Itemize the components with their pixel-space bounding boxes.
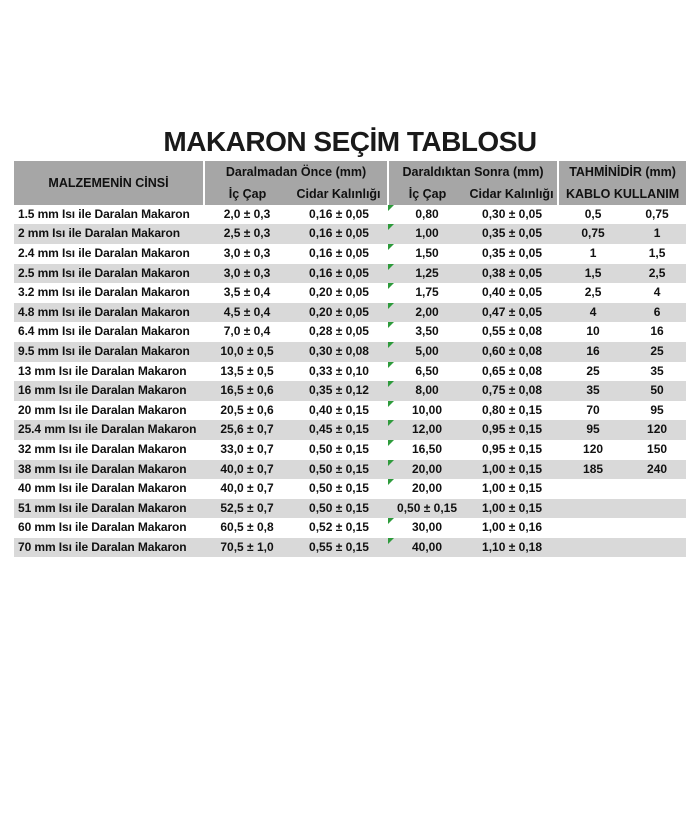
table-row bbox=[14, 362, 686, 382]
table-header bbox=[14, 161, 686, 205]
material-cell: 2.5 mm Isı ile Daralan Makaron bbox=[14, 264, 204, 284]
before-wall-thickness-cell: 0,16 ± 0,05 bbox=[309, 206, 369, 221]
material-cell: 16 mm Isı ile Daralan Makaron bbox=[14, 381, 204, 401]
cable-usage-min-cell bbox=[558, 479, 628, 499]
before-inner-diameter-cell: 52,5 ± 0,7 bbox=[204, 499, 290, 519]
before-inner-diameter-cell: 3,5 ± 0,4 bbox=[223, 285, 271, 300]
after-inner-diameter-cell: 3,50 bbox=[388, 322, 466, 342]
material-cell: 38 mm Isı ile Daralan Makaron bbox=[14, 460, 204, 480]
before-wall-thickness-cell: 0,55 ± 0,15 bbox=[290, 538, 388, 558]
table-row bbox=[14, 244, 686, 264]
cable-usage-max-cell bbox=[628, 479, 686, 499]
before-wall-thickness-cell: 0,16 ± 0,05 bbox=[290, 264, 388, 284]
cable-usage-min-cell: 185 bbox=[558, 460, 628, 480]
after-inner-diameter-cell: 2,00 bbox=[388, 303, 466, 323]
cable-usage-max-cell: 1,5 bbox=[648, 245, 666, 260]
before-wall-thickness-cell: 0,20 ± 0,05 bbox=[290, 303, 388, 323]
error-indicator-icon bbox=[388, 342, 394, 348]
error-indicator-icon bbox=[388, 440, 394, 446]
material-cell: 51 mm Isı ile Daralan Makaron bbox=[14, 499, 204, 519]
before-inner-diameter-cell: 60,5 ± 0,8 bbox=[220, 520, 274, 535]
cable-usage-min-cell: 0,5 bbox=[584, 206, 602, 221]
after-wall-thickness-cell: 0,60 ± 0,08 bbox=[466, 342, 558, 362]
material-cell: 25.4 mm Isı ile Daralan Makaron bbox=[14, 420, 204, 440]
table-row bbox=[14, 420, 686, 440]
before-inner-diameter-cell: 70,5 ± 1,0 bbox=[204, 538, 290, 558]
material-cell: 4.8 mm Isı ile Daralan Makaron bbox=[14, 303, 204, 323]
table-row bbox=[14, 499, 686, 519]
before-inner-diameter-cell: 2,5 ± 0,3 bbox=[204, 224, 290, 244]
error-indicator-icon bbox=[388, 381, 394, 387]
after-inner-diameter-cell: 8,00 bbox=[388, 381, 466, 401]
cable-usage-max-cell bbox=[628, 518, 686, 538]
after-wall-thickness-cell: 1,00 ± 0,16 bbox=[482, 520, 542, 535]
table-row bbox=[14, 381, 686, 401]
after-inner-diameter-cell: 1,75 bbox=[388, 283, 466, 303]
page-title: MAKARON SEÇİM TABLOSU bbox=[163, 126, 537, 157]
table-row bbox=[14, 401, 686, 421]
table-row bbox=[14, 440, 686, 460]
cable-usage-max-cell bbox=[628, 499, 686, 519]
after-inner-diameter-cell: 6,50 bbox=[388, 362, 466, 382]
error-indicator-icon bbox=[388, 322, 394, 328]
before-wall-thickness-cell: 0,50 ± 0,15 bbox=[309, 441, 369, 456]
after-wall-thickness-cell: 0,65 ± 0,08 bbox=[482, 363, 542, 378]
cable-usage-max-cell: 25 bbox=[628, 342, 686, 362]
cable-usage-max-cell: 240 bbox=[628, 460, 686, 480]
cable-usage-min-cell: 35 bbox=[558, 381, 628, 401]
material-cell: 9.5 mm Isı ile Daralan Makaron bbox=[14, 342, 204, 362]
before-wall-thickness-cell: 0,33 ± 0,10 bbox=[309, 363, 369, 378]
after-wall-thickness-cell: 0,38 ± 0,05 bbox=[466, 264, 558, 284]
error-indicator-icon bbox=[388, 538, 394, 544]
cable-usage-max-cell: 2,5 bbox=[628, 264, 686, 284]
before-inner-diameter-cell: 33,0 ± 0,7 bbox=[220, 441, 274, 456]
error-indicator-icon bbox=[388, 518, 394, 524]
error-indicator-icon bbox=[388, 460, 394, 466]
before-shrink-group-header: Daralmadan Önce (mm) bbox=[204, 161, 388, 183]
before-inner-diameter-cell: 2,0 ± 0,3 bbox=[223, 206, 271, 221]
cable-usage-max-cell: 150 bbox=[647, 441, 668, 456]
after-wall-thickness-cell: 0,80 ± 0,15 bbox=[482, 402, 542, 417]
cable-usage-min-cell: 10 bbox=[586, 324, 600, 339]
before-inner-diameter-cell: 13,5 ± 0,5 bbox=[220, 363, 274, 378]
before-inner-diameter-header: İç Çap bbox=[204, 183, 290, 205]
cable-usage-min-cell: 1,5 bbox=[558, 264, 628, 284]
table-row bbox=[14, 518, 686, 538]
table-body bbox=[14, 205, 686, 558]
makaron-selection-table bbox=[14, 161, 686, 558]
material-cell: 32 mm Isı ile Daralan Makaron bbox=[18, 441, 187, 456]
material-cell: 40 mm Isı ile Daralan Makaron bbox=[18, 481, 187, 496]
error-indicator-icon bbox=[388, 303, 394, 309]
table-row bbox=[14, 283, 686, 303]
after-inner-diameter-cell: 5,00 bbox=[388, 342, 466, 362]
material-cell: 2.4 mm Isı ile Daralan Makaron bbox=[18, 245, 190, 260]
material-cell: 1.5 mm Isı ile Daralan Makaron bbox=[18, 206, 190, 221]
cable-usage-max-cell bbox=[628, 538, 686, 558]
after-wall-thickness-cell: 0,55 ± 0,08 bbox=[482, 324, 542, 339]
before-wall-thickness-cell: 0,45 ± 0,15 bbox=[290, 420, 388, 440]
after-inner-diameter-cell: 1,00 bbox=[388, 224, 466, 244]
after-inner-diameter-cell: 40,00 bbox=[388, 538, 466, 558]
after-inner-diameter-cell: 30,00 bbox=[388, 518, 466, 538]
before-wall-thickness-cell: 0,16 ± 0,05 bbox=[290, 224, 388, 244]
before-inner-diameter-cell: 4,5 ± 0,4 bbox=[204, 303, 290, 323]
before-wall-thickness-cell: 0,50 ± 0,15 bbox=[309, 481, 369, 496]
after-inner-diameter-header: İç Çap bbox=[388, 183, 466, 205]
material-cell: 6.4 mm Isı ile Daralan Makaron bbox=[18, 324, 190, 339]
after-wall-thickness-cell: 0,95 ± 0,15 bbox=[482, 441, 542, 456]
material-cell: 60 mm Isı ile Daralan Makaron bbox=[18, 520, 187, 535]
before-wall-thickness-cell: 0,20 ± 0,05 bbox=[309, 285, 369, 300]
error-indicator-icon bbox=[388, 362, 394, 368]
table-row bbox=[14, 479, 686, 499]
table-row bbox=[14, 224, 686, 244]
error-indicator-icon bbox=[388, 420, 394, 426]
before-inner-diameter-cell: 3,0 ± 0,3 bbox=[223, 245, 271, 260]
cable-usage-max-cell: 6 bbox=[628, 303, 686, 323]
after-wall-thickness-cell: 1,10 ± 0,18 bbox=[466, 538, 558, 558]
material-cell: 13 mm Isı ile Daralan Makaron bbox=[18, 363, 187, 378]
error-indicator-icon bbox=[388, 401, 394, 407]
before-wall-thickness-cell: 0,50 ± 0,15 bbox=[290, 499, 388, 519]
cable-usage-max-cell: 50 bbox=[628, 381, 686, 401]
table-row bbox=[14, 303, 686, 323]
table-row bbox=[14, 460, 686, 480]
cable-usage-min-cell: 25 bbox=[586, 363, 600, 378]
after-wall-thickness-cell: 1,00 ± 0,15 bbox=[482, 481, 542, 496]
before-inner-diameter-cell: 7,0 ± 0,4 bbox=[223, 324, 271, 339]
before-inner-diameter-cell: 20,5 ± 0,6 bbox=[220, 402, 274, 417]
table-row bbox=[14, 538, 686, 558]
after-wall-thickness-cell: 0,40 ± 0,05 bbox=[482, 285, 542, 300]
error-indicator-icon bbox=[388, 264, 394, 270]
before-wall-thickness-cell: 0,50 ± 0,15 bbox=[290, 460, 388, 480]
cable-usage-min-cell: 70 bbox=[586, 402, 600, 417]
table-row bbox=[14, 264, 686, 284]
cable-usage-min-cell: 0,75 bbox=[558, 224, 628, 244]
cable-usage-min-cell: 4 bbox=[558, 303, 628, 323]
after-inner-diameter-cell: 10,00 bbox=[388, 401, 466, 421]
before-wall-thickness-cell: 0,35 ± 0,12 bbox=[290, 381, 388, 401]
after-inner-diameter-cell: 0,80 bbox=[388, 205, 466, 225]
before-inner-diameter-cell: 10,0 ± 0,5 bbox=[204, 342, 290, 362]
after-wall-thickness-cell: 0,95 ± 0,15 bbox=[466, 420, 558, 440]
after-inner-diameter-cell: 20,00 bbox=[388, 479, 466, 499]
after-inner-diameter-cell: 16,50 bbox=[388, 440, 466, 460]
error-indicator-icon bbox=[388, 479, 394, 485]
before-inner-diameter-cell: 40,0 ± 0,7 bbox=[204, 460, 290, 480]
cable-usage-max-cell: 95 bbox=[650, 402, 664, 417]
cable-usage-max-cell: 4 bbox=[653, 285, 661, 300]
cable-usage-max-cell: 1 bbox=[628, 224, 686, 244]
cable-usage-min-cell: 1 bbox=[589, 245, 597, 260]
before-wall-thickness-cell: 0,16 ± 0,05 bbox=[309, 245, 369, 260]
cable-usage-min-cell bbox=[558, 538, 628, 558]
after-inner-diameter-cell: 0,50 ± 0,15 bbox=[388, 499, 466, 519]
error-indicator-icon bbox=[388, 244, 394, 250]
before-wall-thickness-cell: 0,40 ± 0,15 bbox=[309, 402, 369, 417]
error-indicator-icon bbox=[388, 205, 394, 211]
after-inner-diameter-cell: 1,50 bbox=[388, 244, 466, 264]
after-wall-thickness-header: Cidar Kalınlığı bbox=[466, 183, 558, 205]
after-wall-thickness-cell: 1,00 ± 0,15 bbox=[466, 460, 558, 480]
table-row bbox=[14, 205, 686, 225]
material-cell: 3.2 mm Isı ile Daralan Makaron bbox=[18, 285, 190, 300]
after-wall-thickness-cell: 0,47 ± 0,05 bbox=[466, 303, 558, 323]
before-inner-diameter-cell: 16,5 ± 0,6 bbox=[204, 381, 290, 401]
table-row bbox=[14, 322, 686, 342]
before-wall-thickness-cell: 0,30 ± 0,08 bbox=[290, 342, 388, 362]
material-cell: 20 mm Isı ile Daralan Makaron bbox=[18, 402, 187, 417]
estimate-group-header: TAHMİNİDİR (mm) bbox=[558, 161, 686, 183]
after-wall-thickness-cell: 1,00 ± 0,15 bbox=[466, 499, 558, 519]
before-inner-diameter-cell: 3,0 ± 0,3 bbox=[204, 264, 290, 284]
after-wall-thickness-cell: 0,35 ± 0,05 bbox=[466, 224, 558, 244]
material-cell: 70 mm Isı ile Daralan Makaron bbox=[14, 538, 204, 558]
material-cell: 2 mm Isı ile Daralan Makaron bbox=[14, 224, 204, 244]
before-wall-thickness-cell: 0,52 ± 0,15 bbox=[309, 520, 369, 535]
before-wall-thickness-cell: 0,28 ± 0,05 bbox=[309, 324, 369, 339]
after-inner-diameter-cell: 1,25 bbox=[388, 264, 466, 284]
cable-usage-min-cell bbox=[558, 518, 628, 538]
cable-usage-max-cell: 120 bbox=[628, 420, 686, 440]
material-column-header: MALZEMENİN CİNSİ bbox=[14, 161, 204, 205]
cable-usage-header: KABLO KULLANIM bbox=[558, 183, 686, 205]
after-wall-thickness-cell: 0,30 ± 0,05 bbox=[482, 206, 542, 221]
cable-usage-min-cell: 2,5 bbox=[584, 285, 602, 300]
table-row bbox=[14, 342, 686, 362]
after-wall-thickness-cell: 0,75 ± 0,08 bbox=[466, 381, 558, 401]
before-wall-thickness-header: Cidar Kalınlığı bbox=[290, 183, 388, 205]
after-inner-diameter-cell: 20,00 bbox=[388, 460, 466, 480]
cable-usage-min-cell bbox=[558, 499, 628, 519]
cable-usage-min-cell: 95 bbox=[558, 420, 628, 440]
cable-usage-max-cell: 35 bbox=[650, 363, 664, 378]
after-wall-thickness-cell: 0,35 ± 0,05 bbox=[482, 245, 542, 260]
before-inner-diameter-cell: 25,6 ± 0,7 bbox=[204, 420, 290, 440]
error-indicator-icon bbox=[388, 283, 394, 289]
cable-usage-min-cell: 120 bbox=[583, 441, 604, 456]
before-inner-diameter-cell: 40,0 ± 0,7 bbox=[220, 481, 274, 496]
after-inner-diameter-cell: 12,00 bbox=[388, 420, 466, 440]
header-group-row bbox=[14, 161, 686, 183]
cable-usage-max-cell: 0,75 bbox=[645, 206, 669, 221]
cable-usage-min-cell: 16 bbox=[558, 342, 628, 362]
error-indicator-icon bbox=[388, 224, 394, 230]
cable-usage-max-cell: 16 bbox=[650, 324, 664, 339]
after-shrink-group-header: Daraldıktan Sonra (mm) bbox=[388, 161, 558, 183]
